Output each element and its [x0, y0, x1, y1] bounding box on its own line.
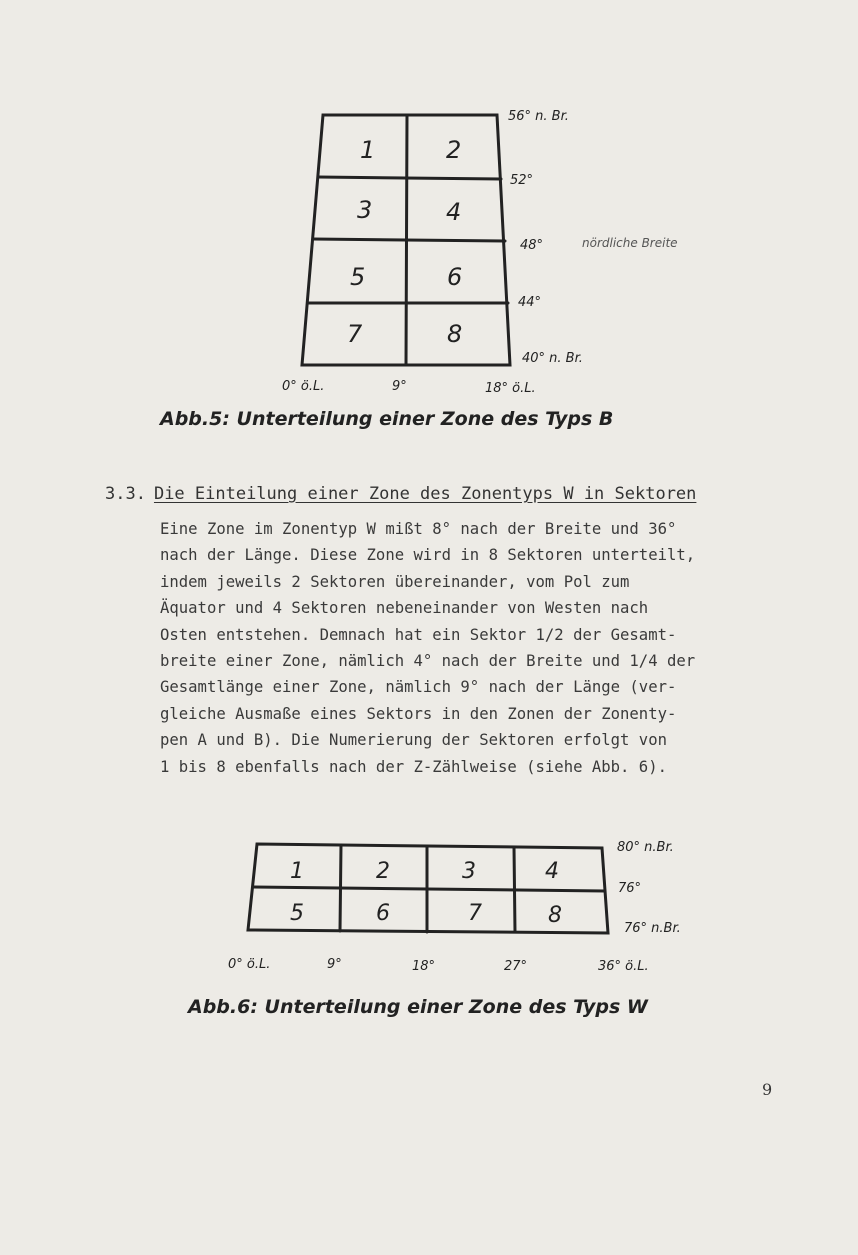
- fig6-sector-8: 8: [548, 903, 562, 928]
- fig5-lon-18: 18° ö.L.: [485, 381, 536, 396]
- fig5-lat-40: 40° n. Br.: [522, 351, 583, 366]
- fig6-lat-80: 80° n.Br.: [617, 840, 674, 855]
- paragraph-line: pen A und B). Die Numerierung der Sektoren erfolgt von: [160, 731, 667, 750]
- fig5-lat-annotation: nördliche Breite: [582, 236, 678, 250]
- paragraph-line: indem jeweils 2 Sektoren übereinander, vom Pol zum: [160, 572, 630, 591]
- section-paragraph: [160, 516, 780, 780]
- fig6-lon-36: 36° ö.L.: [598, 959, 649, 974]
- fig5-sector-1: 1: [360, 136, 376, 164]
- paragraph-line: Eine Zone im Zonentyp W mißt 8° nach der Breite und 36°: [160, 520, 677, 538]
- fig5-sector-6: 6: [447, 263, 463, 291]
- fig6-lon-18: 18°: [412, 959, 436, 974]
- fig6-sector-5: 5: [290, 901, 304, 926]
- paragraph-line: Äquator und 4 Sektoren nebeneinander von Westen nach: [160, 599, 649, 618]
- fig6-lon-9: 9°: [327, 957, 342, 972]
- fig6-sector-3: 3: [462, 859, 476, 884]
- fig5-lat-52: 52°: [510, 173, 534, 188]
- fig5-lon-0: 0° ö.L.: [282, 379, 325, 394]
- fig5-sector-4: 4: [446, 198, 462, 226]
- fig6-sector-7: 7: [468, 901, 482, 926]
- page-number: 9: [762, 1080, 773, 1099]
- section-title: Die Einteilung einer Zone des Zonentyps W in Sektoren: [153, 484, 697, 504]
- paragraph-line: 1 bis 8 ebenfalls nach der Z-Zählweise (siehe Abb. 6).: [160, 757, 667, 776]
- paragraph-line: Osten entstehen. Demnach hat ein Sektor 1/2 der Gesamt-: [160, 625, 677, 644]
- figure-5-diagram: [0, 0, 858, 400]
- paragraph-line: breite einer Zone, nämlich 4° nach der Breite und 1/4 der: [160, 652, 696, 671]
- fig5-lon-9: 9°: [392, 379, 407, 394]
- fig5-sector-8: 8: [447, 320, 463, 348]
- fig5-sector-5: 5: [350, 263, 366, 291]
- figure-5-caption: Abb.5: Unterteilung einer Zone des Typs B: [160, 408, 614, 430]
- fig5-lat-48: 48°: [520, 238, 544, 253]
- paragraph-line: gleiche Ausmaße eines Sektors in den Zonen der Zonenty-: [160, 704, 677, 723]
- fig6-lat-76: 76°: [618, 881, 642, 896]
- fig6-sector-6: 6: [376, 901, 390, 926]
- fig5-lat-56: 56° n. Br.: [508, 109, 569, 124]
- paragraph-line: Gesamtlänge einer Zone, nämlich 9° nach der Länge (ver-: [160, 678, 677, 697]
- fig5-sector-7: 7: [347, 320, 363, 348]
- figure-6-diagram: [0, 820, 858, 1020]
- fig6-lon-0: 0° ö.L.: [228, 957, 271, 972]
- figure-6-caption: Abb.6: Unterteilung einer Zone des Typs W: [188, 996, 648, 1018]
- fig6-sector-4: 4: [545, 859, 559, 884]
- fig5-sector-3: 3: [357, 196, 373, 224]
- paragraph-line: nach der Länge. Diese Zone wird in 8 Sektoren unterteilt,: [160, 546, 696, 565]
- fig5-sector-2: 2: [446, 136, 462, 164]
- fig6-sector-1: 1: [290, 859, 304, 884]
- section-number: 3.3.: [105, 484, 146, 504]
- fig6-lon-27: 27°: [504, 959, 528, 974]
- fig6-sector-2: 2: [376, 859, 390, 884]
- section-heading: [105, 484, 696, 504]
- fig6-lat-76-nbr: 76° n.Br.: [624, 921, 681, 936]
- fig5-lat-44: 44°: [518, 295, 542, 310]
